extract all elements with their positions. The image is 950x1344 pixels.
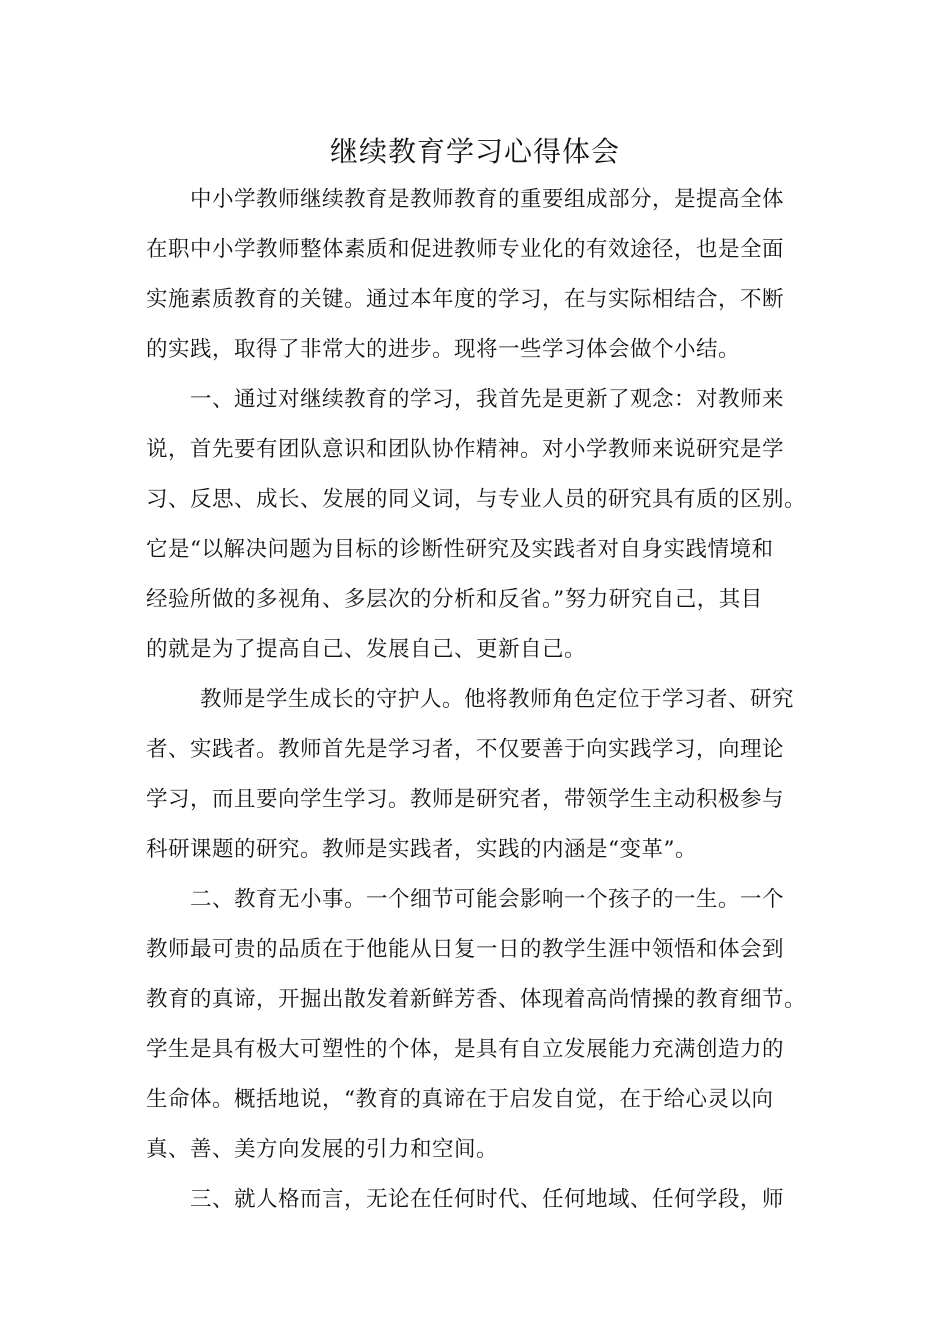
text-line: 在职中小学教师整体素质和促进教师专业化的有效途径，也是全面 (146, 237, 785, 262)
text-line: 三、就人格而言，无论在任何时代、任何地域、任何学段，师 (190, 1187, 785, 1212)
text-line: 科研课题的研究。教师是实践者，实践的内涵是“变革”。 (146, 837, 697, 862)
text-line: 中小学教师继续教育是教师教育的重要组成部分，是提高全体 (190, 187, 785, 212)
text-line: 习、反思、成长、发展的同义词，与专业人员的研究具有质的区别。 (146, 487, 807, 512)
text-line: 它是“以解决问题为目标的诊断性研究及实践者对自身实践情境和 (146, 537, 774, 562)
text-line: 生命体。概括地说，“教育的真谛在于启发自觉，在于给心灵以向 (146, 1087, 774, 1112)
text-line: 教育的真谛，开掘出散发着新鲜芳香、体现着高尚情操的教育细节。 (146, 987, 807, 1012)
text-line: 实施素质教育的关键。通过本年度的学习，在与实际相结合，不断 (146, 287, 785, 312)
text-line: 说，首先要有团队意识和团队协作精神。对小学教师来说研究是学 (146, 437, 785, 462)
text-line: 的实践，取得了非常大的进步。现将一些学习体会做个小结。 (146, 337, 741, 362)
document-title: 继续教育学习心得体会 (329, 135, 620, 168)
text-line: 学生是具有极大可塑性的个体，是具有自立发展能力充满创造力的 (146, 1037, 785, 1062)
text-line: 教师最可贵的品质在于他能从日复一日的教学生涯中领悟和体会到 (146, 937, 785, 962)
text-line: 的就是为了提高自己、发展自己、更新自己。 (146, 637, 587, 662)
text-line: 真、善、美方向发展的引力和空间。 (146, 1137, 499, 1162)
text-line: 经验所做的多视角、多层次的分析和反省。”努力研究自己，其目 (146, 587, 763, 612)
text-line: 者、实践者。教师首先是学习者，不仅要善于向实践学习，向理论 (146, 737, 785, 762)
text-line: 教师是学生成长的守护人。他将教师角色定位于学习者、研究 (200, 687, 795, 712)
text-line: 一、通过对继续教育的学习，我首先是更新了观念：对教师来 (190, 387, 785, 412)
text-line: 学习，而且要向学生学习。教师是研究者，带领学生主动积极参与 (146, 787, 785, 812)
text-line: 二、教育无小事。一个细节可能会影响一个孩子的一生。一个 (190, 887, 785, 912)
